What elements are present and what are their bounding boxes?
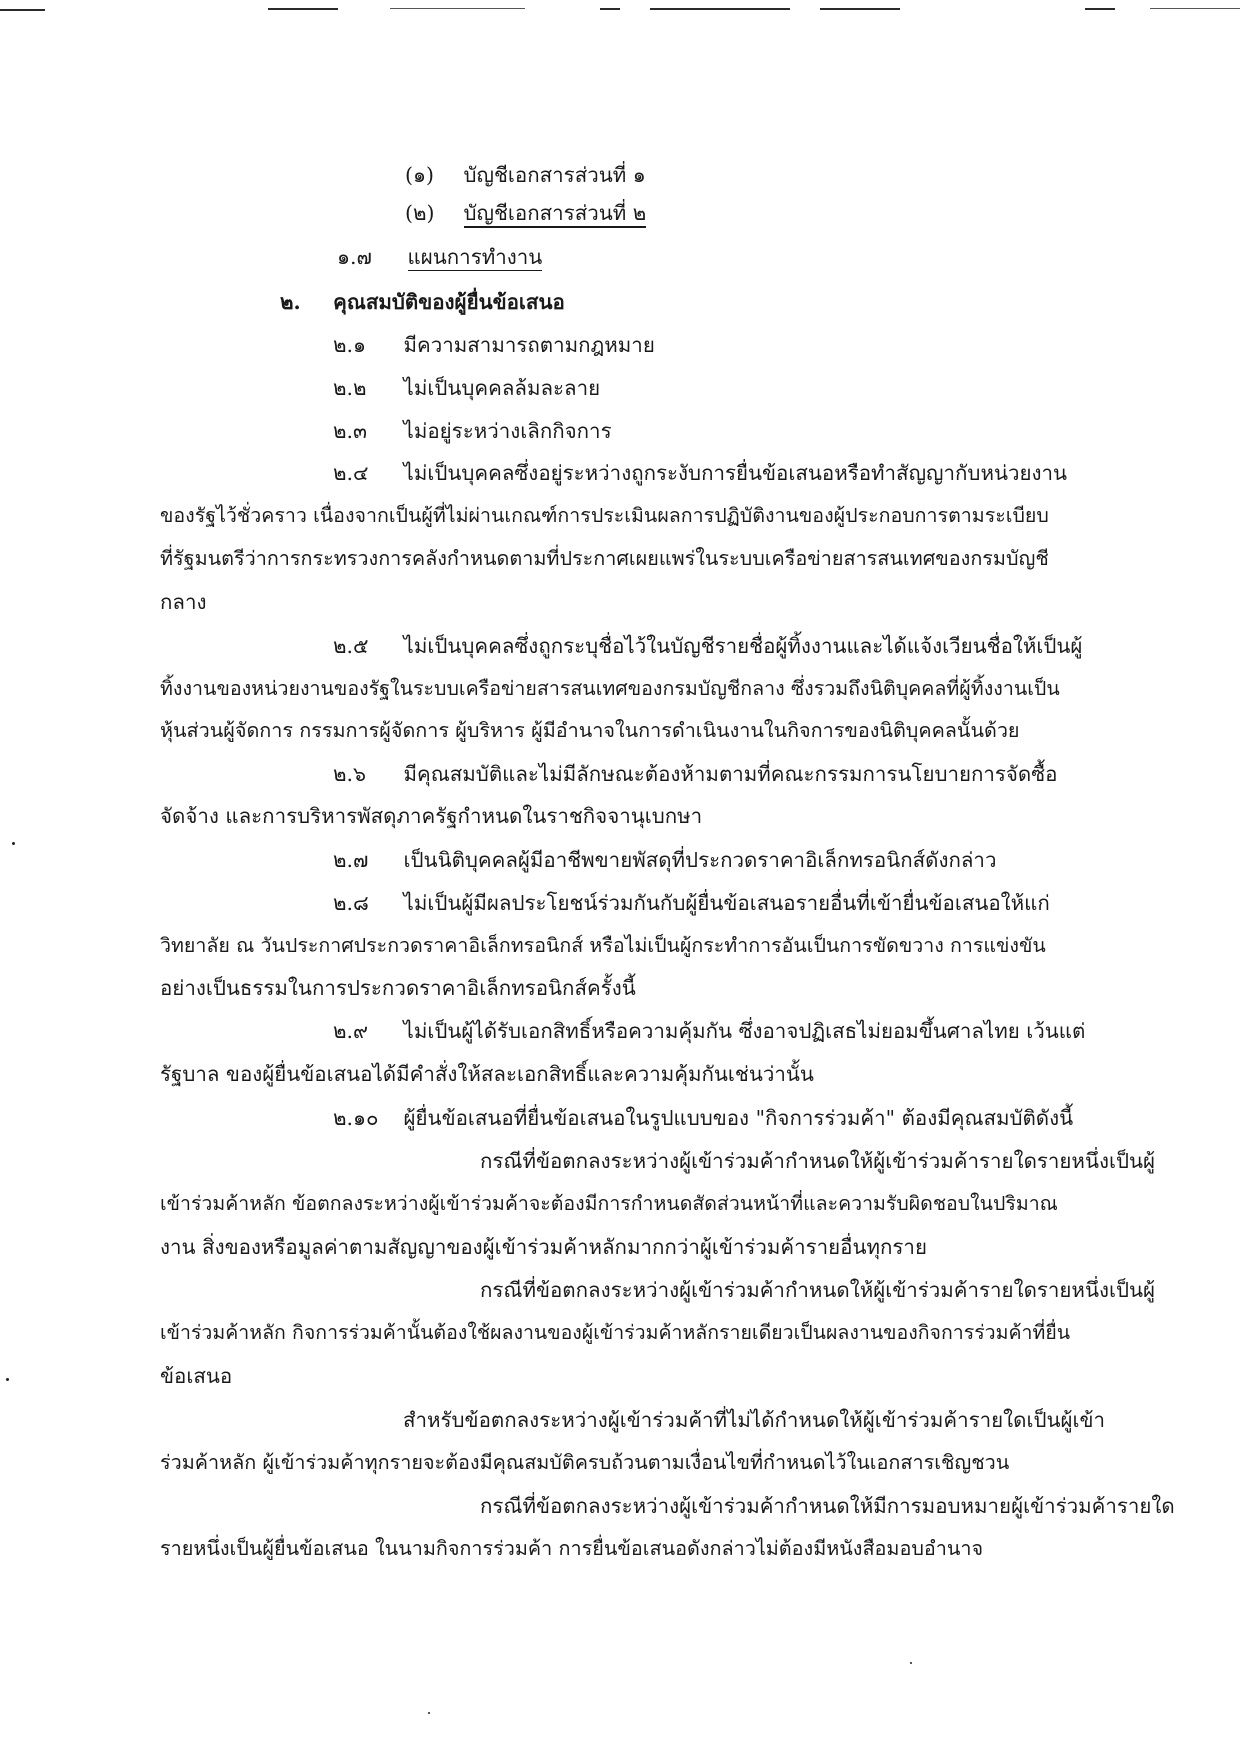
item-2-10-para: กรณีที่ข้อตกลงระหว่างผู้เข้าร่วมค้ากำหนดให้มีการมอบหมายผู้เข้าร่วมค้ารายใด [480,1494,1175,1518]
item-text: ไม่เป็นผู้มีผลประโยชน์ร่วมกันกับผู้ยื่นข้อเสนอรายอื่นที่เข้ายื่นข้อเสนอให้แก่ [403,891,1050,915]
scan-speck [12,842,15,845]
item-number: ๒.๔ [333,461,369,485]
item-text: ไม่เป็นบุคคลซึ่งถูกระบุชื่อไว้ในบัญชีรายชื่อผู้ทิ้งงานและได้แจ้งเวียนชื่อให้เป็นผู้ [403,634,1083,658]
item-1-7 [337,242,542,272]
scan-artifact-line [600,8,620,10]
item-text: มีคุณสมบัติและไม่มีลักษณะต้องห้ามตามที่คณะกรรมการนโยบายการจัดซื้อ [403,762,1058,786]
item-number: ๒.๕ [333,634,369,658]
scan-speck [6,1378,9,1381]
scan-artifact-line [1150,8,1240,9]
item-text: แผนการทำงาน [407,245,543,269]
item-text: ไม่อยู่ระหว่างเลิกกิจการ [403,419,612,443]
list-item-text: บัญชีเอกสารส่วนที่ ๑ [463,163,646,187]
scan-artifact-line [650,8,790,10]
item-2-9 [333,1016,1085,1046]
item-text: มีความสามารถตามกฎหมาย [403,333,655,357]
item-2-10-line: เข้าร่วมค้าหลัก กิจการร่วมค้านั้นต้องใช้ผลงานของผู้เข้าร่วมค้าหลักรายเดียวเป็นผลงานของกิจการร่วมค้าที่ยื่น [160,1321,1071,1344]
item-2-5 [333,631,1082,661]
item-2-6-line: จัดจ้าง และการบริหารพัสดุภาครัฐกำหนดในราชกิจจานุเบกษา [160,804,703,828]
item-number: ๒.๖ [333,762,367,786]
item-text: เป็นนิติบุคคลผู้มีอาชีพขายพัสดุที่ประกวดราคาอิเล็กทรอนิกส์ดังกล่าว [403,848,997,872]
item-number: ๒.๑ [333,333,367,357]
list-item-number: (๒) [405,201,435,225]
item-2-4-line: ของรัฐไว้ชั่วคราว เนื่องจากเป็นผู้ที่ไม่ผ่านเกณฑ์การประเมินผลการปฏิบัติงานของผู้ประกอบการตามระเบียบ [160,504,1049,527]
item-2-10 [333,1103,1073,1133]
section-number: ๒. [280,290,301,314]
item-2-10-para: กรณีที่ข้อตกลงระหว่างผู้เข้าร่วมค้ากำหนดให้ผู้เข้าร่วมค้ารายใดรายหนึ่งเป็นผู้ [480,1278,1156,1302]
item-2-4 [333,458,1067,488]
item-number: ๒.๑๐ [333,1106,379,1130]
item-2-10-para: สำหรับข้อตกลงระหว่างผู้เข้าร่วมค้าที่ไม่ได้กำหนดให้ผู้เข้าร่วมค้ารายใดเป็นผู้เข้า [403,1408,1106,1432]
scan-speck [910,1662,912,1664]
item-2-10-line: รายหนึ่งเป็นผู้ยื่นข้อเสนอ ในนามกิจการร่วมค้า การยื่นข้อเสนอดังกล่าวไม่ต้องมีหนังสือมอบอำนาจ [160,1537,984,1560]
item-number: ๑.๗ [337,245,372,269]
item-2-4-line: กลาง [160,590,207,614]
item-2-2 [333,373,600,403]
item-number: ๒.๙ [333,1019,369,1043]
item-2-10-line: ร่วมค้าหลัก ผู้เข้าร่วมค้าทุกรายจะต้องมีคุณสมบัติครบถ้วนตามเงื่อนไขที่กำหนดไว้ในเอกสารเชิญชวน [160,1451,1010,1474]
list-item [405,160,646,190]
item-2-9-line: รัฐบาล ของผู้ยื่นข้อเสนอได้มีคำสั่งให้สละเอกสิทธิ์และความคุ้มกันเช่นว่านั้น [160,1062,814,1086]
item-2-8 [333,888,1050,918]
item-2-5-line: ทิ้งงานของหน่วยงานของรัฐในระบบเครือข่ายสารสนเทศของกรมบัญชีกลาง ซึ่งรวมถึงนิติบุคคลที่ผู้ทิ้งงานเป็น [160,677,1060,700]
item-2-7 [333,845,996,875]
list-item [405,198,646,228]
item-2-1 [333,330,655,360]
item-2-10-line: งาน สิ่งของหรือมูลค่าตามสัญญาของผู้เข้าร่วมค้าหลักมากกว่าผู้เข้าร่วมค้ารายอื่นทุกราย [160,1235,927,1259]
item-number: ๒.๒ [333,376,367,400]
item-2-10-para: กรณีที่ข้อตกลงระหว่างผู้เข้าร่วมค้ากำหนดให้ผู้เข้าร่วมค้ารายใดรายหนึ่งเป็นผู้ [480,1149,1156,1173]
scan-artifact-line [820,8,900,10]
item-2-5-line: หุ้นส่วนผู้จัดการ กรรมการผู้จัดการ ผู้บริหาร ผู้มีอำนาจในการดำเนินงานในกิจการของนิติบุคคลนั้นด้วย [160,719,1020,742]
list-item-text: บัญชีเอกสารส่วนที่ ๒ [464,201,647,228]
item-2-6 [333,759,1057,789]
item-text: ไม่เป็นบุคคลล้มละลาย [403,376,601,400]
item-number: ๒.๗ [333,848,369,872]
item-2-10-line: เข้าร่วมค้าหลัก ข้อตกลงระหว่างผู้เข้าร่วมค้าจะต้องมีการกำหนดสัดส่วนหน้าที่และความรับผิดชอบในปริมาณ [160,1192,1058,1215]
item-2-8-line: วิทยาลัย ณ วันประกาศประกวดราคาอิเล็กทรอนิกส์ หรือไม่เป็นผู้กระทำการอันเป็นการขัดขวาง การแข่งขัน [160,934,1046,957]
scan-artifact-line [268,8,338,10]
list-item-number: (๑) [405,163,435,187]
item-number: ๒.๓ [333,419,368,443]
scan-speck [428,1712,430,1714]
item-2-4-line: ที่รัฐมนตรีว่าการกระทรวงการคลังกำหนดตามที่ประกาศเผยแพร่ในระบบเครือข่ายสารสนเทศของกรมบัญชี [160,547,1049,570]
scan-artifact-line [0,9,45,11]
scan-artifact-line [1085,8,1115,10]
item-2-8-line: อย่างเป็นธรรมในการประกวดราคาอิเล็กทรอนิกส์ครั้งนี้ [160,976,636,1000]
section-heading [280,287,565,317]
item-2-10-line: ข้อเสนอ [160,1364,233,1388]
item-text: ไม่เป็นผู้ได้รับเอกสิทธิ์หรือความคุ้มกัน ซึ่งอาจปฏิเสธไม่ยอมขึ้นศาลไทย เว้นแต่ [403,1019,1086,1043]
item-2-3 [333,416,612,446]
item-text: ผู้ยื่นข้อเสนอที่ยื่นข้อเสนอในรูปแบบของ "กิจการร่วมค้า" ต้องมีคุณสมบัติดังนี้ [403,1106,1074,1130]
item-text: ไม่เป็นบุคคลซึ่งอยู่ระหว่างถูกระงับการยื่นข้อเสนอหรือทำสัญญากับหน่วยงาน [403,461,1068,485]
scan-artifact-line [390,8,525,9]
section-title: คุณสมบัติของผู้ยื่นข้อเสนอ [333,290,565,314]
item-number: ๒.๘ [333,891,369,915]
